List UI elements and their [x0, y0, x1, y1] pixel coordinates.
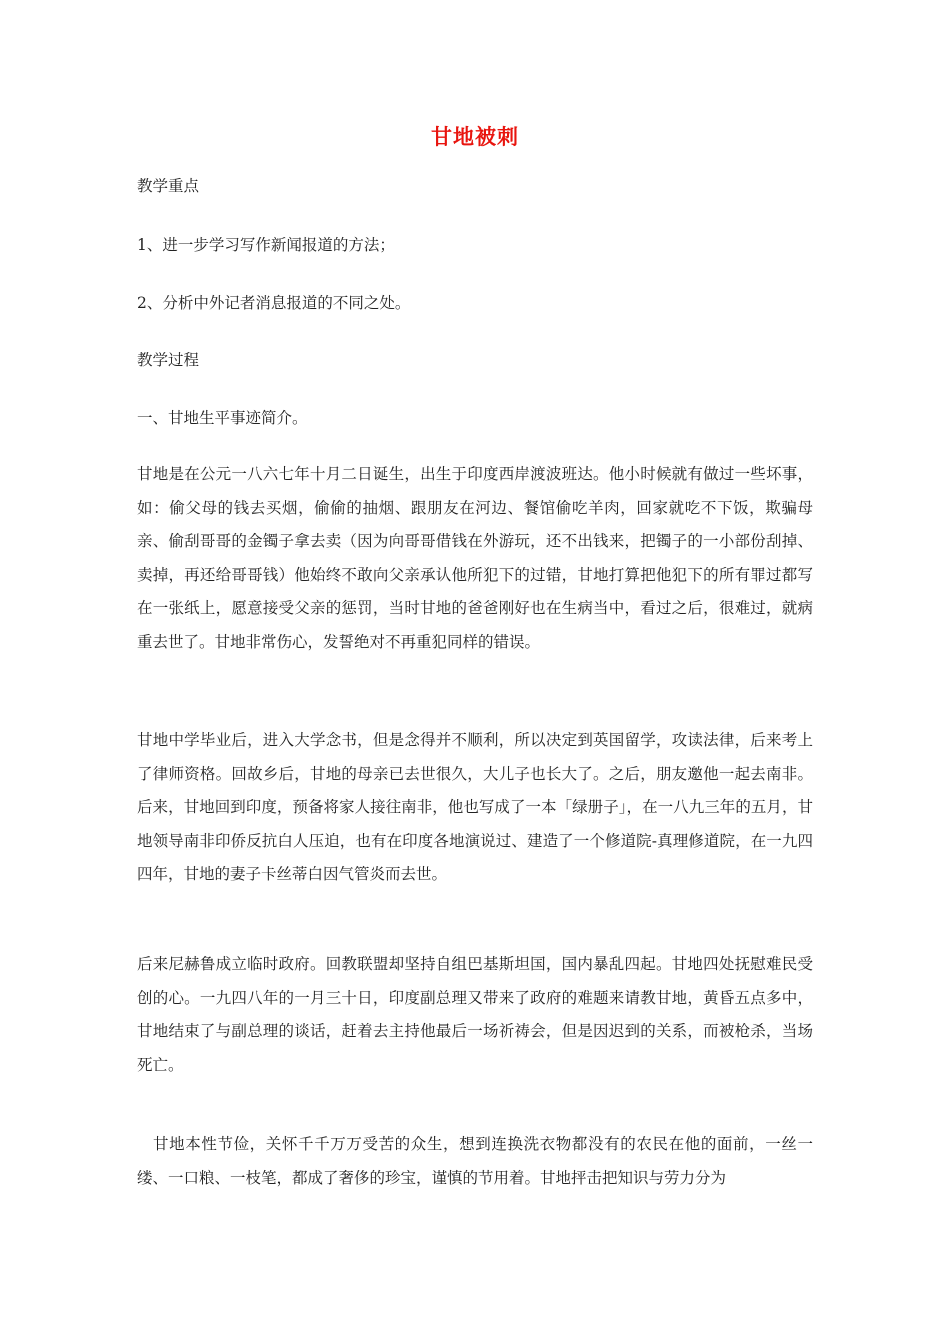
- heading-teaching-process: 教学过程: [137, 351, 200, 369]
- paragraph-1: 甘地是在公元一八六七年十月二日诞生，出生于印度西岸渡波班达。他小时候就有做过一些坏事，如：偷父母的钱去买烟，偷偷的抽烟、跟朋友在河边、餐馆偷吃羊肉，回家就吃不下饭，欺骗母亲、偷刮哥哥的金镯子拿去卖（因为向哥哥借钱在外游玩，还不出钱来，把镯子的一小部份刮掉、卖掉，再还给哥哥钱）他始终不敢向父亲承认他所犯下的过错，甘地打算把他犯下的所有罪过都写在一张纸上，愿意接受父亲的惩罚，当时甘地的爸爸刚好也在生病当中，看过之后，很难过，就病重去世了。甘地非常伤心，发誓绝对不再重犯同样的错误。: [137, 465, 813, 651]
- heading-teaching-focus: 教学重点: [137, 177, 200, 195]
- paragraph-2: 甘地中学毕业后，进入大学念书，但是念得并不顺利，所以决定到英国留学，攻读法律，后来考上了律师资格。回故乡后，甘地的母亲已去世很久，大儿子也长大了。之后，朋友邀他一起去南非。后来，甘地回到印度，预备将家人接往南非，他也写成了一本「绿册子」，在一八九三年的五月，甘地领导南非印侨反抗白人压迫，也有在印度各地演说过、建造了一个修道院-真理修道院，在一九四四年，甘地的妻子卡丝蒂白因气管炎而去世。: [137, 731, 813, 884]
- focus-item-2: 2、分析中外记者消息报道的不同之处。: [137, 294, 411, 312]
- paragraph-4: 甘地本性节俭，关怀千千万万受苦的众生，想到连换洗衣物都没有的农民在他的面前，一丝一缕、一口粮、一枝笔，都成了奢侈的珍宝，谨慎的节用着。甘地抨击把知识与劳力分为: [137, 1135, 813, 1187]
- document-title: 甘地被刺: [431, 125, 519, 149]
- section-1-heading: 一、甘地生平事迹简介。: [137, 409, 308, 427]
- paragraph-3: 后来尼赫鲁成立临时政府。回教联盟却坚持自组巴基斯坦国，国内暴乱四起。甘地四处抚慰难民受创的心。一九四八年的一月三十日，印度副总理又带来了政府的难题来请教甘地，黄昏五点多中，甘地结束了与副总理的谈话，赶着去主持他最后一场祈祷会，但是因迟到的关系，而被枪杀，当场死亡。: [137, 955, 813, 1074]
- focus-item-1: 1、进一步学习写作新闻报道的方法；: [137, 236, 395, 254]
